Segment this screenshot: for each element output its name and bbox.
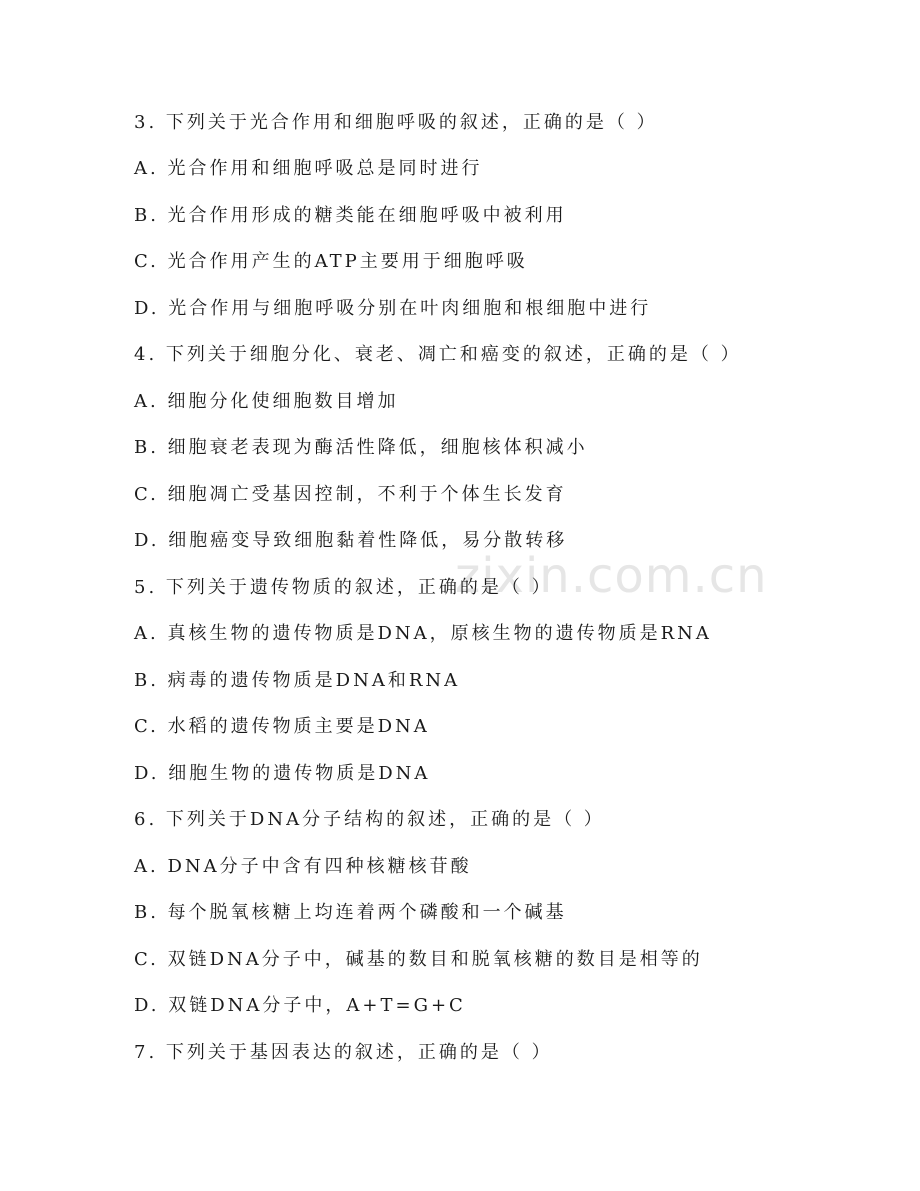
question-3-option-a: A. 光合作用和细胞呼吸总是同时进行: [134, 158, 483, 179]
question-4-option-d: D. 细胞癌变导致细胞黏着性降低，易分散转移: [134, 530, 568, 551]
question-6-option-c: C. 双链DNA分子中，碱基的数目和脱氧核糖的数目是相等的: [134, 949, 703, 970]
question-6-option-a: A. DNA分子中含有四种核糖核苷酸: [134, 856, 472, 877]
question-3-stem: 3. 下列关于光合作用和细胞呼吸的叙述，正确的是（ ）: [134, 112, 658, 133]
question-3-option-b: B. 光合作用形成的糖类能在细胞呼吸中被利用: [134, 205, 567, 226]
watermark: zixin.com.cn: [455, 548, 768, 604]
question-4-option-a: A. 细胞分化使细胞数目增加: [134, 391, 399, 412]
question-6-stem: 6. 下列关于DNA分子结构的叙述，正确的是（ ）: [134, 809, 605, 830]
question-4-option-b: B. 细胞衰老表现为酶活性降低，细胞核体积减小: [134, 437, 588, 458]
question-5-stem: 5. 下列关于遗传物质的叙述，正确的是（ ）: [134, 577, 553, 598]
question-4-option-c: C. 细胞凋亡受基因控制，不利于个体生长发育: [134, 484, 567, 505]
question-3-option-c: C. 光合作用产生的ATP主要用于细胞呼吸: [134, 251, 528, 272]
question-5-option-b: B. 病毒的遗传物质是DNA和RNA: [134, 670, 461, 691]
question-7-stem: 7. 下列关于基因表达的叙述，正确的是（ ）: [134, 1042, 553, 1063]
question-3-option-d: D. 光合作用与细胞呼吸分别在叶肉细胞和根细胞中进行: [134, 298, 652, 319]
question-5-option-c: C. 水稻的遗传物质主要是DNA: [134, 716, 430, 737]
question-6-option-b: B. 每个脱氧核糖上均连着两个磷酸和一个碱基: [134, 902, 567, 923]
question-4-stem: 4. 下列关于细胞分化、衰老、凋亡和癌变的叙述，正确的是（ ）: [134, 344, 742, 365]
question-6-option-d: D. 双链DNA分子中，A+T=G+C: [134, 995, 466, 1016]
question-5-option-d: D. 细胞生物的遗传物质是DNA: [134, 763, 431, 784]
question-5-option-a: A. 真核生物的遗传物质是DNA，原核生物的遗传物质是RNA: [134, 623, 712, 644]
